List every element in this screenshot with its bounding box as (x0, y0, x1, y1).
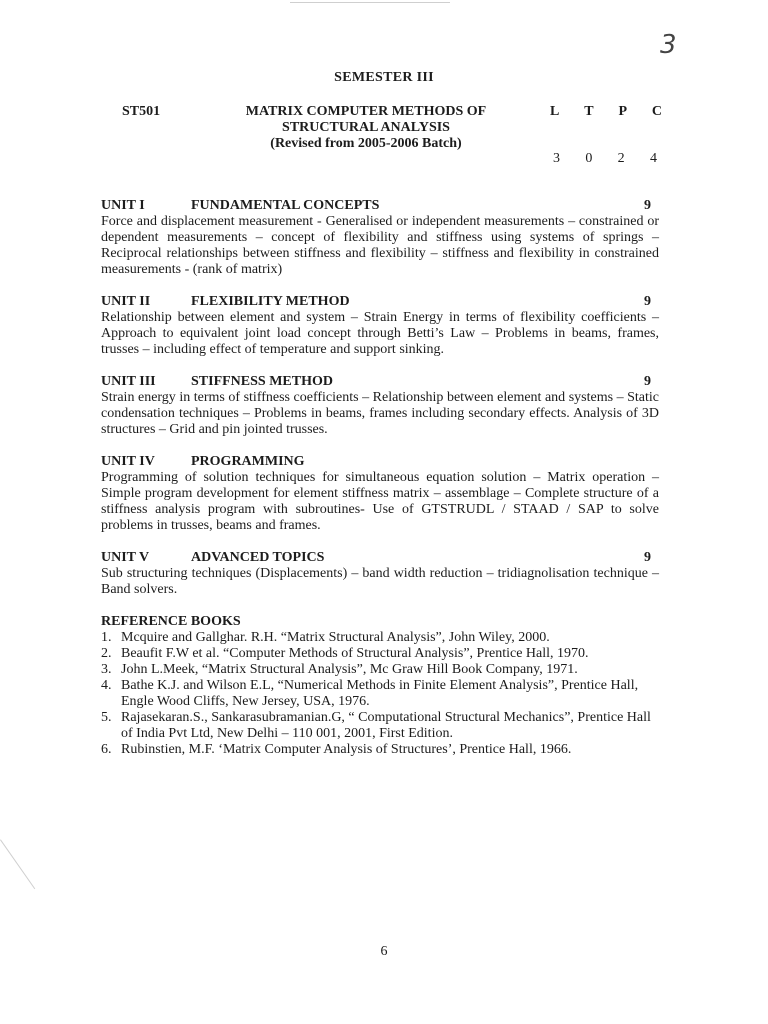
ltpc-value-l: 3 (553, 151, 560, 166)
course-code: ST501 (122, 104, 161, 119)
ltpc-header-l: L (550, 104, 560, 119)
reference-item (101, 662, 659, 678)
unit-heading (101, 550, 659, 566)
reference-number: 4. (101, 678, 112, 693)
unit-body: Programming of solution techniques for simultaneous equation solution – Matrix operation – Simple program development for element stiffness matrix – assemblage – Complete structure of a stiffness analysis program with subroutines- Use of GTSTRUDL / STAAD / SAP to solve problems in trusses, beams and frames. (101, 470, 659, 533)
reference-text: Bathe K.J. and Wilson E.L, “Numerical Methods in Finite Element Analysis”, Prentice Hall, Engle Wood Cliffs, New Jersey, USA, 1976. (121, 678, 639, 709)
reference-item (101, 678, 659, 710)
course-title-line: STRUCTURAL ANALYSIS (282, 120, 450, 135)
page-number: 6 (380, 944, 388, 959)
course-title-line: MATRIX COMPUTER METHODS OF (245, 104, 487, 119)
reference-item (101, 710, 659, 742)
syllabus-content (101, 198, 659, 758)
unit-section (101, 294, 659, 358)
reference-item (101, 630, 659, 646)
unit-body: Relationship between element and system – Strain Energy in terms of flexibility coefficients – Approach to equivalent joint load concept through Betti’s Law – Problems in beams, frames, trusses – including effect of temperature and support sinking. (101, 310, 659, 357)
ltpc-value-p: 2 (617, 151, 625, 166)
unit-label: UNIT V (101, 550, 150, 565)
reference-number: 6. (101, 742, 112, 757)
unit-title: ADVANCED TOPICS (191, 550, 325, 565)
unit-label: UNIT IV (101, 454, 155, 469)
reference-item (101, 646, 659, 662)
scan-artifact (0, 839, 35, 889)
scan-artifact (290, 2, 450, 3)
unit-section (101, 198, 659, 278)
unit-hours: 9 (644, 374, 651, 389)
handwritten-page-number: 3 (660, 30, 677, 60)
semester-heading: SEMESTER III (334, 70, 434, 85)
ltpc-header-c: C (651, 104, 662, 119)
unit-heading (101, 294, 659, 310)
unit-title: PROGRAMMING (191, 454, 305, 469)
ltpc-headers (550, 104, 662, 120)
unit-heading (101, 454, 659, 470)
unit-body: Force and displacement measurement - Generalised or independent measurements – constrained or dependent measurements – concept of flexibility and stiffness using systems of springs – Reciprocal relationships between stiffness and flexibility – stiffness and flexibility in constrained measurements - (rank of matrix) (101, 214, 659, 277)
reference-text: Mcquire and Gallghar. R.H. “Matrix Structural Analysis”, John Wiley, 2000. (121, 630, 550, 645)
course-title (224, 104, 508, 152)
reference-number: 5. (101, 710, 112, 725)
unit-hours: 9 (644, 550, 651, 565)
ltpc-header-p: P (618, 104, 627, 119)
reference-number: 3. (101, 662, 112, 677)
unit-body: Strain energy in terms of stiffness coefficients – Relationship between element and systems – Static condensation techniques – Problems in beams, frames including secondary effects. Analysis of 3D structures – Grid and pin jointed trusses. (101, 390, 659, 437)
reference-item (101, 742, 659, 758)
unit-title: FUNDAMENTAL CONCEPTS (191, 198, 380, 213)
reference-list (101, 630, 659, 758)
unit-heading (101, 374, 659, 390)
reference-text: Rubinstien, M.F. ‘Matrix Computer Analysis of Structures’, Prentice Hall, 1966. (121, 742, 572, 757)
unit-section (101, 550, 659, 598)
reference-books-heading: REFERENCE BOOKS (101, 614, 241, 629)
unit-title: FLEXIBILITY METHOD (191, 294, 350, 309)
unit-heading (101, 198, 659, 214)
reference-text: Beaufit F.W et al. “Computer Methods of Structural Analysis”, Prentice Hall, 1970. (121, 646, 589, 661)
unit-label: UNIT III (101, 374, 156, 389)
ltpc-values (553, 151, 657, 167)
ltpc-header-t: T (584, 104, 594, 119)
course-revision-note: (Revised from 2005-2006 Batch) (270, 136, 462, 151)
unit-hours: 9 (644, 198, 651, 213)
unit-hours: 9 (644, 294, 651, 309)
ltpc-value-c: 4 (649, 151, 657, 166)
reference-text: Rajasekaran.S., Sankarasubramanian.G, “ Computational Structural Mechanics”, Prentice Hall of India Pvt Ltd, New Delhi – 110 001, 2001, First Edition. (121, 710, 651, 741)
unit-label: UNIT II (101, 294, 151, 309)
unit-body: Sub structuring techniques (Displacements) – band width reduction – tridiagnolisation technique – Band solvers. (101, 566, 659, 597)
reference-number: 1. (101, 630, 112, 645)
reference-text: John L.Meek, “Matrix Structural Analysis”, Mc Graw Hill Book Company, 1971. (121, 662, 578, 677)
unit-section (101, 374, 659, 438)
unit-section (101, 454, 659, 534)
unit-title: STIFFNESS METHOD (191, 374, 333, 389)
ltpc-value-t: 0 (585, 151, 593, 166)
unit-label: UNIT I (101, 198, 145, 213)
unit-hours (627, 454, 659, 470)
reference-number: 2. (101, 646, 112, 661)
